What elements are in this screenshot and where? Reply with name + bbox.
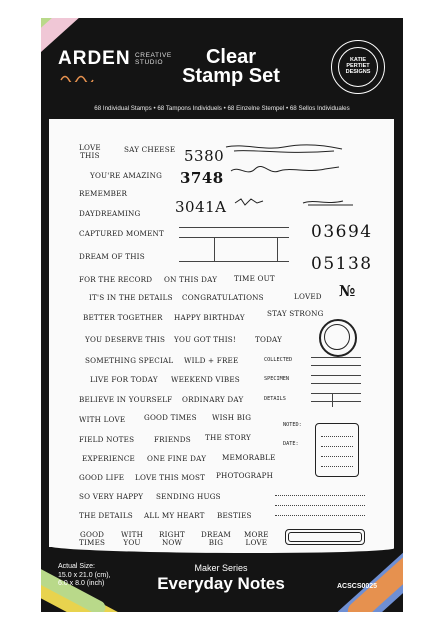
stamp-text: ONE FINE DAY — [147, 454, 207, 463]
numero-symbol: № — [339, 282, 356, 300]
stamp-text: SENDING HUGS — [156, 492, 221, 501]
scribble-icon — [229, 161, 349, 181]
stamp-text: ORDINARY DAY — [182, 395, 244, 404]
size-line-1: Actual Size: — [58, 563, 95, 570]
dotted-line — [275, 505, 365, 506]
series-title — [141, 563, 301, 594]
brand-studio: CREATIVE STUDIO — [135, 52, 172, 66]
seal-line-2: PERTIET — [346, 63, 370, 69]
stamp-text: RIGHT NOW — [159, 530, 186, 547]
stamp-text: BELIEVE IN YOURSELF — [79, 395, 173, 404]
stamp-text: REMEMBER — [79, 189, 128, 198]
stamp-text: WITH LOVE — [79, 415, 126, 424]
stamp-text: DREAM BIG — [201, 530, 231, 547]
stamp-text: TODAY — [255, 335, 283, 344]
product-sku: ACSCS0025 — [337, 583, 378, 590]
stamp-label: DETAILS — [264, 396, 286, 402]
title-line-2: Stamp Set — [182, 65, 280, 87]
size-line-2: 15.0 x 21.0 (cm), — [58, 571, 111, 579]
stamp-text: CONGRATULATIONS — [182, 293, 264, 302]
line-stamp — [311, 383, 361, 384]
label-frame-stamp — [285, 529, 365, 545]
stamp-label: DATE: — [283, 441, 299, 447]
stamp-text: EXPERIENCE — [82, 454, 135, 463]
stamp-text: LIVE FOR TODAY — [90, 375, 158, 384]
stamp-text: ON THIS DAY — [164, 275, 218, 284]
line-stamp — [311, 365, 361, 366]
stamp-text: FRIENDS — [154, 435, 191, 444]
stamp-text: SO VERY HAPPY — [79, 492, 144, 501]
line-stamp — [311, 375, 361, 376]
stamp-text: LOVE THIS — [79, 143, 101, 160]
stamp-text: DREAM OF THIS — [79, 252, 145, 261]
stamp-text: MORE LOVE — [244, 530, 269, 547]
stamp-text: STAY STRONG — [267, 309, 324, 318]
line-stamp — [332, 393, 333, 407]
dotted-line — [321, 446, 353, 447]
stamp-text: DAYDREAMING — [79, 209, 141, 218]
stamp-number: 3041A — [175, 198, 227, 216]
stamp-label: SPECIMEN — [264, 376, 289, 382]
dotted-line — [275, 495, 365, 496]
stamp-label: NOTED: — [283, 422, 302, 428]
line-stamp — [311, 401, 361, 402]
line-stamp — [311, 393, 361, 394]
stamp-number: 05138 — [311, 254, 373, 274]
stamp-text: YOU DESERVE THIS — [85, 335, 166, 344]
stamp-text: GOOD TIMES — [144, 413, 197, 422]
stamp-text: YOU GOT THIS! — [174, 335, 237, 344]
stamp-count-tagline: 68 Individual Stamps • 68 Tampons Individuels • 68 Einzelne Stempel • 68 Sellos Individuales — [94, 105, 350, 112]
stamp-text: GOOD LIFE — [79, 473, 125, 482]
size-line-3: 6.0 x 8.0 (inch) — [58, 580, 105, 587]
circle-stamp-inner — [324, 324, 350, 350]
dotted-line — [321, 466, 353, 467]
label-frame-inner — [288, 532, 362, 542]
title-line-1: Clear — [205, 46, 257, 68]
line-stamp — [311, 357, 361, 358]
seal-line-3: DESIGNS — [345, 69, 371, 75]
stamp-text: MEMORABLE — [222, 453, 276, 462]
line-stamp — [214, 237, 215, 261]
stamp-text: THE STORY — [205, 433, 251, 442]
stamp-number: 5380 — [184, 147, 225, 165]
actual-size-info — [58, 563, 111, 589]
brand-squiggle-icon — [60, 72, 100, 82]
scribble-icon — [233, 193, 363, 211]
stamp-text: WEEKEND VIBES — [171, 375, 240, 384]
stamp-text: FIELD NOTES — [79, 435, 135, 444]
brand-name: ARDEN — [58, 48, 131, 69]
dotted-line — [321, 456, 353, 457]
line-stamp — [179, 237, 289, 238]
notes-box-stamp — [315, 423, 359, 477]
stamp-text: IT'S IN THE DETAILS — [89, 293, 173, 302]
line-stamp — [179, 227, 289, 228]
stamp-text: LOVE THIS MOST — [135, 473, 206, 482]
stamp-text: ALL MY HEART — [144, 511, 205, 520]
stamp-sheet — [49, 119, 394, 547]
product-title — [171, 48, 291, 86]
stamp-text: HAPPY BIRTHDAY — [174, 313, 245, 322]
line-stamp — [277, 237, 278, 261]
stamp-text: TIME OUT — [234, 274, 275, 283]
stamp-number: 3748 — [180, 169, 224, 187]
stamp-text: SOMETHING SPECIAL — [85, 356, 174, 365]
dotted-line — [275, 515, 365, 516]
stamp-text: SAY CHEESE — [124, 145, 176, 154]
scribble-icon — [224, 139, 344, 159]
stamp-number: 03694 — [311, 222, 373, 242]
stamp-text: FOR THE RECORD — [79, 275, 153, 284]
stamp-text: BESTIES — [217, 511, 252, 520]
stamp-text: LOVED — [294, 292, 322, 301]
brand-logo — [58, 48, 172, 70]
stamp-label: COLLECTED — [264, 357, 293, 363]
stamp-text: WISH BIG — [212, 413, 252, 422]
stamp-text: CAPTURED MOMENT — [79, 229, 165, 238]
stamp-text: YOU'RE AMAZING — [90, 171, 163, 180]
stamp-text: WITH YOU — [121, 530, 144, 547]
line-stamp — [179, 261, 289, 262]
series-name: Everyday Notes — [157, 574, 285, 593]
stamp-text: WILD + FREE — [184, 356, 239, 365]
designer-seal — [331, 40, 385, 94]
dotted-line — [321, 436, 353, 437]
stamp-text: PHOTOGRAPH — [216, 471, 274, 480]
stamp-text: THE DETAILS — [79, 511, 133, 520]
circle-stamp — [319, 319, 357, 357]
stamp-text: GOOD TIMES — [79, 530, 106, 547]
seal-line-1: KATIE — [349, 57, 367, 63]
series-label: Maker Series — [194, 563, 248, 573]
stamp-package — [41, 18, 403, 612]
stamp-text: BETTER TOGETHER — [83, 313, 163, 322]
